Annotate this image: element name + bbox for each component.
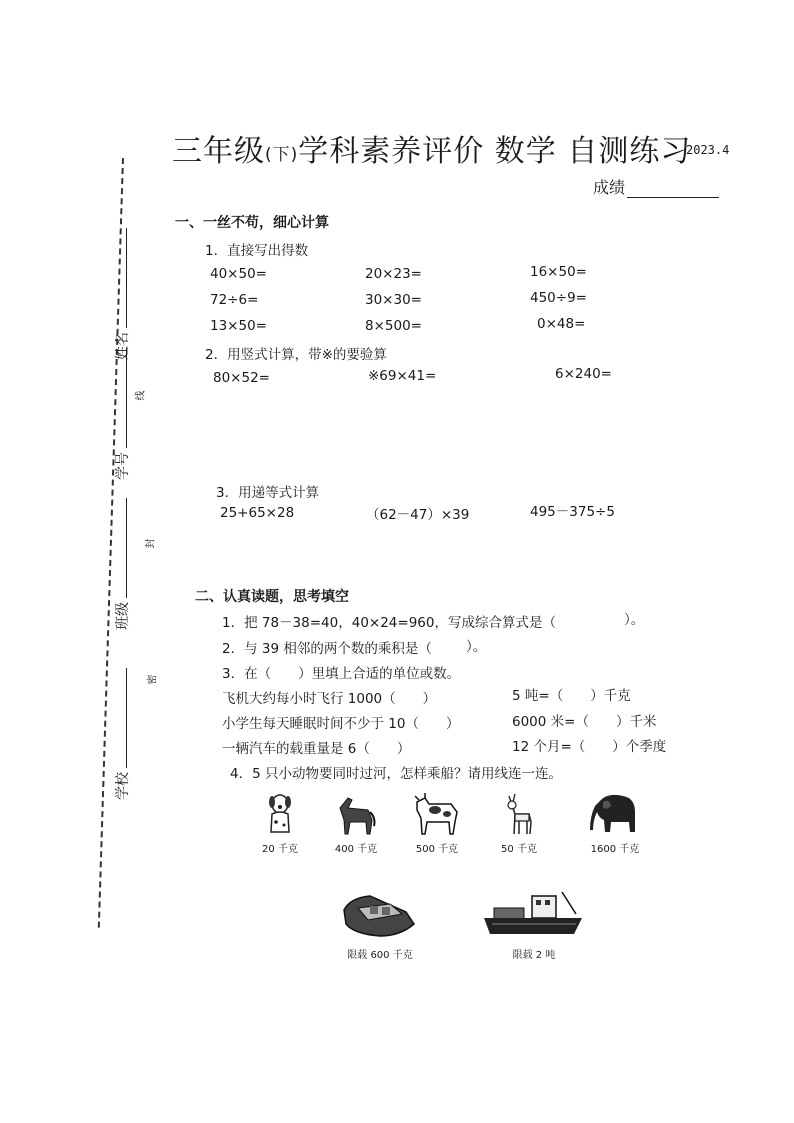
calc-item: 0×48=	[537, 316, 586, 332]
horse-icon	[334, 790, 378, 836]
animal-elephant[interactable]	[584, 790, 646, 855]
stepwise-calc-item: 25+65×28	[220, 505, 295, 521]
question-1: 1．把 78－38=40，40×24=960，写成综合算式是（	[222, 615, 556, 631]
vertical-calc-item: 6×240=	[555, 366, 612, 382]
fill-item: 小学生每天睡眠时间不少于 10（ ）	[222, 716, 460, 732]
class-field	[112, 498, 132, 630]
page-title	[172, 126, 691, 170]
section2-heading: 二、认真读题，思考填空	[195, 589, 349, 605]
fill-item: 飞机大约每小时飞行 1000（ ）	[222, 691, 437, 707]
cow-icon	[413, 790, 461, 836]
binding-mark-xian: 线	[135, 390, 147, 401]
boat-small[interactable]	[330, 890, 430, 961]
class-blank[interactable]	[116, 498, 127, 598]
calc-item: 20×23=	[365, 266, 422, 282]
animal-weight: 1600 千克	[590, 844, 640, 855]
boat-limit: 限载 2 吨	[512, 950, 556, 961]
calc-item: 16×50=	[530, 264, 587, 280]
animal-horse[interactable]	[326, 790, 386, 855]
class-label: 班级	[115, 602, 131, 630]
fill-item: 5 吨=（ ）千克	[512, 688, 631, 704]
student-number-label: 学号	[115, 452, 131, 480]
part1-title: 1．直接写出得数	[205, 243, 309, 259]
vertical-calc-item: ※69×41=	[368, 368, 437, 384]
calc-item: 40×50=	[210, 266, 267, 282]
school-field	[112, 668, 132, 800]
student-number-blank[interactable]	[116, 348, 127, 448]
binding-mark-feng: 封	[145, 538, 157, 549]
score-label: 成绩	[593, 178, 626, 197]
part3-title: 3．用递等式计算	[216, 485, 320, 501]
title-subject: 学科素养评价 数学 自测练习	[298, 134, 692, 169]
score-blank[interactable]	[627, 181, 719, 198]
animal-weight: 500 千克	[415, 844, 459, 855]
fill-item: 一辆汽车的载重量是 6（ ）	[222, 741, 411, 757]
calc-item: 30×30=	[365, 292, 422, 308]
animal-dog[interactable]	[254, 792, 306, 855]
boat-icon	[340, 890, 420, 940]
score-field	[593, 175, 719, 198]
student-number-field	[112, 348, 132, 480]
calc-item: 13×50=	[210, 318, 267, 334]
question-2: 2．与 39 相邻的两个数的乘积是（	[222, 641, 432, 657]
part2-title: 2．用竖式计算，带※的要验算	[205, 347, 387, 363]
boat-limit: 限载 600 千克	[347, 950, 413, 961]
exam-date: 2023.4	[686, 143, 730, 157]
deer-icon	[501, 792, 537, 836]
name-blank[interactable]	[116, 228, 127, 328]
animal-cow[interactable]	[406, 790, 468, 855]
calc-item: 8×500=	[365, 318, 422, 334]
question-2-end: ）。	[466, 639, 487, 655]
question-1-end: ）。	[624, 612, 645, 628]
fill-item: 12 个月=（ ）个季度	[512, 739, 667, 755]
name-label: 姓名	[115, 332, 131, 360]
dog-icon	[263, 792, 297, 836]
fill-item: 6000 米=（ ）千米	[512, 714, 657, 730]
animal-weight: 50 千克	[501, 844, 537, 855]
vertical-calc-item: 80×52=	[213, 370, 270, 386]
stepwise-calc-item: （62－47）×39	[366, 507, 470, 523]
school-label: 学校	[115, 772, 131, 800]
question-4: 4．5 只小动物要同时过河，怎样乘船？请用线连一连。	[230, 766, 562, 782]
animal-weight: 20 千克	[262, 844, 298, 855]
calc-item: 450÷9=	[530, 290, 587, 306]
animal-deer[interactable]	[494, 792, 544, 855]
section1-heading: 一、一丝不苟，细心计算	[175, 215, 329, 231]
title-term: (下)	[265, 145, 299, 165]
stepwise-calc-item: 495－375÷5	[530, 504, 615, 520]
title-grade: 三年级	[172, 134, 265, 169]
name-field	[112, 228, 132, 360]
boat-large[interactable]	[478, 888, 590, 961]
school-blank[interactable]	[116, 668, 127, 768]
question-3: 3．在（ ）里填上合适的单位或数。	[222, 666, 461, 682]
calc-item: 72÷6=	[210, 292, 259, 308]
binding-mark-mi: 密	[147, 674, 159, 685]
animal-weight: 400 千克	[334, 844, 378, 855]
ship-icon	[482, 888, 586, 940]
elephant-icon	[589, 790, 641, 836]
